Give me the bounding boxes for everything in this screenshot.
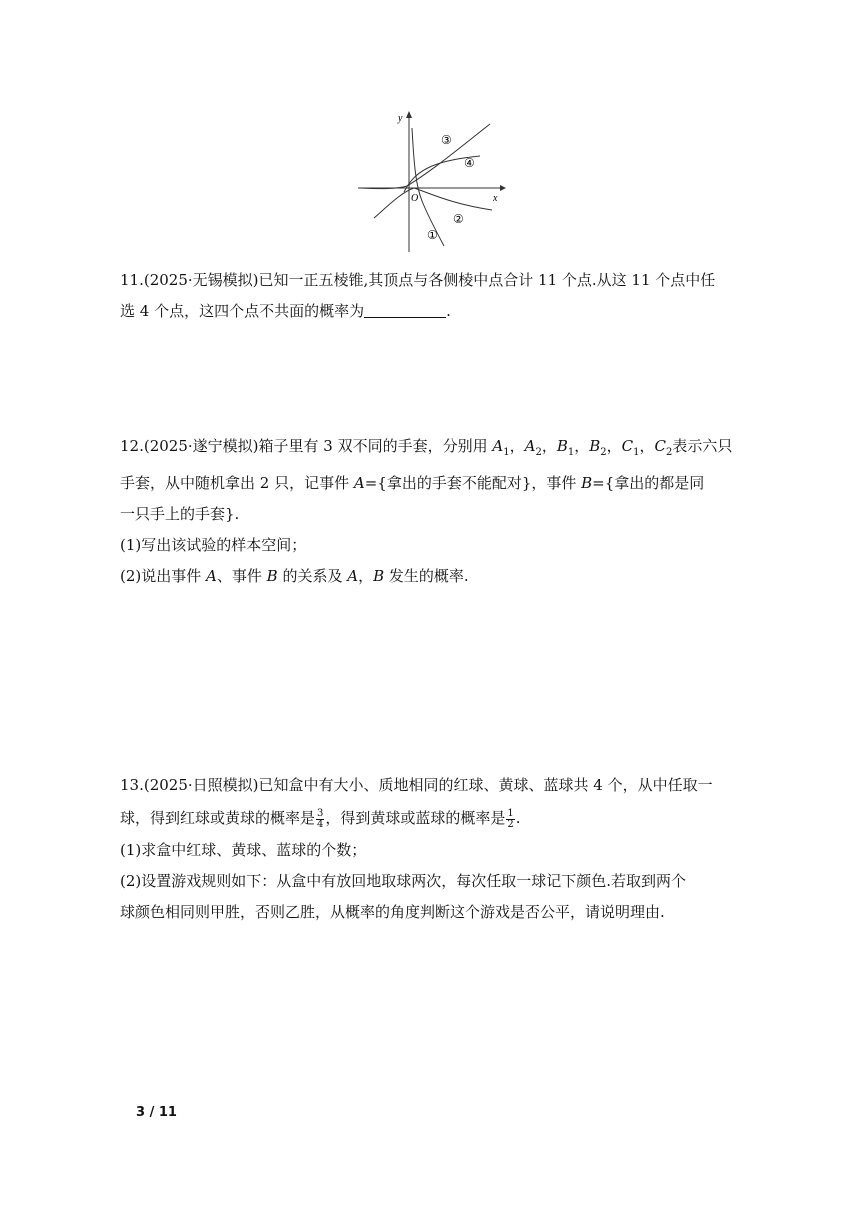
glove-label: C (621, 437, 634, 455)
fraction (506, 809, 514, 830)
answer-blank[interactable] (364, 301, 446, 318)
x-axis-label: x (493, 193, 498, 204)
glove-subscript: 2 (666, 447, 673, 458)
q12-part-2-text-d: 发生的概率. (384, 567, 469, 585)
question-11 (120, 265, 740, 327)
glove-separator: ， (606, 437, 622, 455)
curve-label-1: ① (427, 228, 438, 242)
q13-part-2-line-1: (2)设置游戏规则如下：从盒中有放回地取球两次，每次任取一球记下颜色.若取到两个 (120, 872, 687, 890)
event-a-var: A (206, 567, 217, 585)
q12-line-2-text-c: ={拿出的都是同 (592, 474, 705, 492)
glove-separator: ， (509, 437, 525, 455)
q12-line-2 (120, 468, 740, 499)
q12-line-1-text: 12.(2025·遂宁模拟)箱子里有 3 双不同的手套，分别用 (120, 437, 493, 455)
glove-subscript: 2 (535, 447, 542, 458)
y-axis-label: y (398, 113, 403, 124)
q13-line-2-text: 球，得到红球或黄球的概率是 (120, 809, 316, 827)
q12-part-1: (1)写出该试验的样本空间； (120, 536, 307, 554)
function-graph-figure (352, 106, 507, 256)
glove-label: A (492, 437, 504, 455)
event-a-var: A (347, 567, 359, 585)
glove-label: A (524, 437, 536, 455)
x-axis-arrow-icon (500, 185, 506, 191)
glove-label: B (589, 437, 601, 455)
question-13 (120, 769, 740, 928)
q12-line-3: 一只手上的手套}. (120, 505, 240, 523)
comma: ， (358, 567, 374, 585)
q12-line-2-text-b: ={拿出的手套不能配对}，事件 (364, 474, 582, 492)
q11-line-1: 11.(2025·无锡模拟)已知一正五棱锥,其顶点与各侧棱中点合计 11 个点.从这 11 个点中任 (120, 271, 716, 289)
event-b-var: B (373, 567, 385, 585)
y-axis-arrow-icon (406, 111, 412, 118)
q12-part-2-text: (2)说出事件 (120, 567, 207, 585)
q12-line-2-text: 手套，从中随机拿出 2 只，记事件 (120, 474, 354, 492)
q12-line-1 (120, 431, 740, 468)
q12-part-2 (120, 561, 740, 592)
fraction-denominator: 2 (507, 818, 514, 830)
q11-line-2-text: 选 4 个点，这四个点不共面的概率为 (120, 302, 365, 320)
q11-line-2-end: . (446, 302, 451, 320)
glove-subscript: 1 (503, 447, 510, 458)
q12-line-1-end: 表示六只 (672, 437, 733, 455)
glove-subscript: 1 (567, 447, 575, 458)
glove-subscript: 1 (633, 447, 640, 458)
q11-line-2 (120, 296, 740, 327)
q13-line-2-text-b: ，得到黄球或蓝球的概率是 (325, 809, 506, 827)
curve-2 (374, 188, 492, 218)
page-number: 3 / 11 (136, 1105, 177, 1120)
glove-separator: ， (639, 437, 655, 455)
question-12 (120, 431, 740, 592)
q13-part-1: (1)求盒中红球、黄球、蓝球的个数； (120, 841, 367, 859)
q12-part-2-text-b: 、事件 (216, 567, 267, 585)
curve-label-3: ③ (441, 133, 452, 147)
glove-label: C (654, 437, 667, 455)
q12-part-2-text-c: 的关系及 (277, 567, 348, 585)
glove-separator: ， (574, 437, 590, 455)
curve-label-2: ② (453, 212, 464, 226)
q13-line-2-end: . (515, 809, 521, 827)
fraction-numerator: 1 (507, 807, 514, 819)
glove-label: B (556, 437, 568, 455)
glove-subscript: 2 (600, 447, 607, 458)
origin-label: O (411, 193, 419, 204)
q13-line-2 (120, 802, 740, 835)
event-b-var: B (266, 567, 278, 585)
fraction-numerator: 3 (317, 807, 324, 819)
fraction-denominator: 4 (317, 818, 324, 830)
event-b-var: B (581, 474, 593, 492)
fraction (316, 809, 324, 830)
q13-part-2-line-2: 球颜色相同则甲胜，否则乙胜，从概率的角度判断这个游戏是否公平，请说明理由. (120, 903, 665, 921)
curve-label-4: ④ (464, 156, 475, 170)
glove-separator: ， (541, 437, 557, 455)
q13-line-1: 13.(2025·日照模拟)已知盒中有大小、质地相同的红球、黄球、蓝球共 4 个，从中任取一 (120, 776, 713, 794)
event-a-var: A (353, 474, 365, 492)
